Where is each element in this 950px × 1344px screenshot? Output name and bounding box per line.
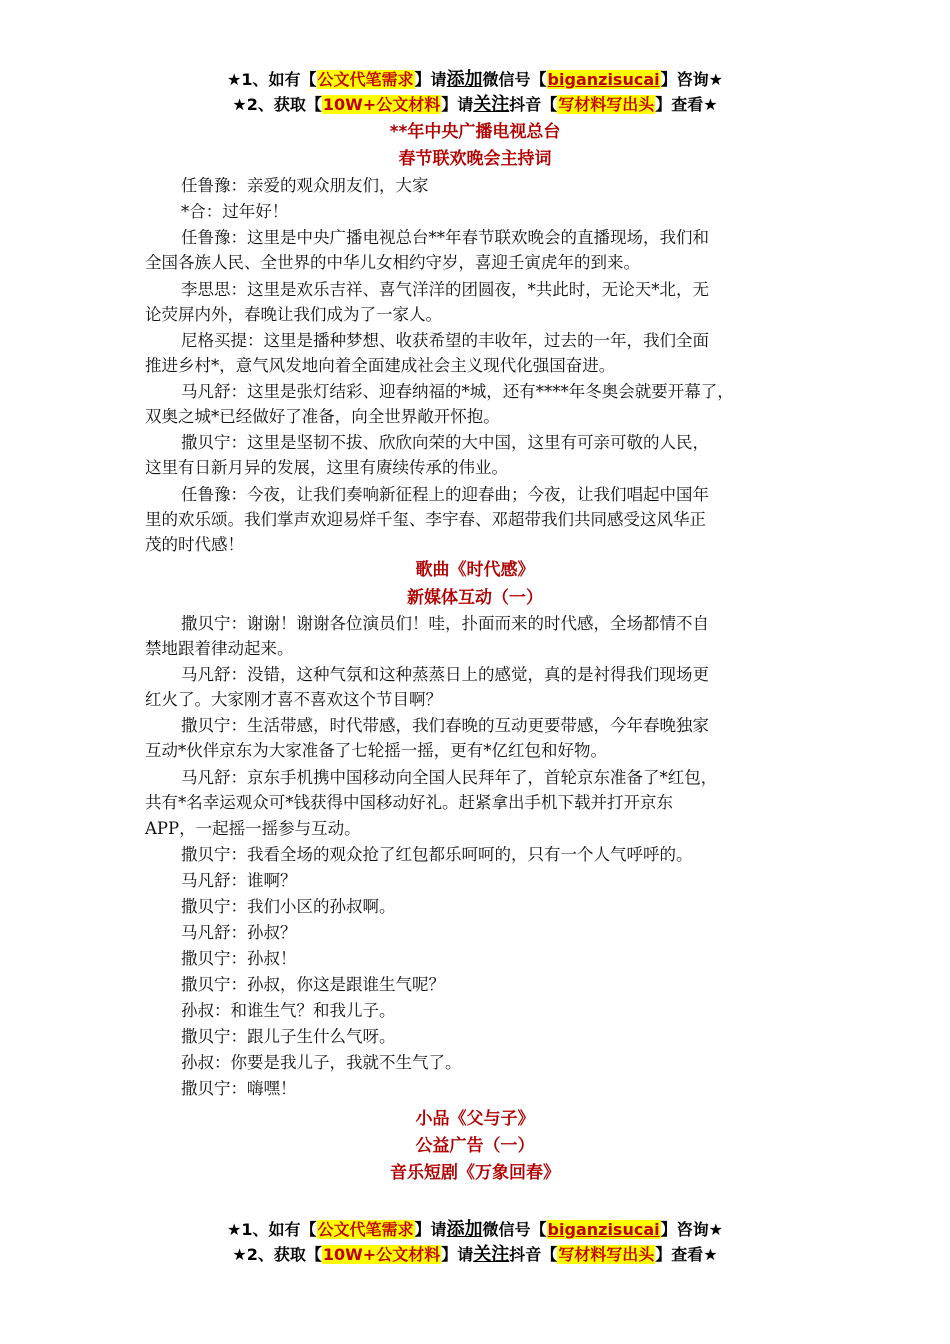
program-heading-media: 新媒体互动（一）: [407, 588, 543, 608]
script-line: 马凡舒：这里是张灯结彩、迎春纳福的*城，还有****年冬奥会就要开幕了，: [181, 382, 734, 401]
promo-banner-line-2-bottom: ★2、获取【10W+公文材料】请关注抖音【写材料写出头】查看★: [232, 1244, 718, 1265]
highlight-ghostwriting: 公文代笔需求: [317, 1220, 414, 1239]
script-line: 里的欢乐颂。我们掌声欢迎易烊千玺、李宇春、邓超带我们共同感受这风华正: [145, 510, 706, 529]
program-heading-sketch: 小品《父与子》: [415, 1109, 535, 1129]
script-line: 撒贝宁：谢谢！谢谢各位演员们！哇，扑面而来的时代感，全场都情不自: [181, 614, 709, 633]
highlight-douyin: 写材料写出头: [558, 95, 655, 114]
script-line: 李思思：这里是欢乐吉祥、喜气洋洋的团圆夜，*共此时，无论天*北，无: [181, 280, 709, 299]
script-line: 共有*名幸运观众可*钱获得中国移动好礼。赶紧拿出手机下载并打开京东: [145, 793, 673, 812]
script-line: 撒贝宁：我们小区的孙叔啊。: [181, 897, 396, 916]
program-heading-song: 歌曲《时代感》: [415, 560, 535, 580]
highlight-wechat-id: biganzisucai: [547, 1220, 660, 1239]
script-line: 马凡舒：孙叔？: [181, 923, 297, 942]
script-line: 论荧屏内外，春晚让我们成为了一家人。: [145, 305, 442, 324]
script-line: 推进乡村*，意气风发地向着全面建成社会主义现代化强国奋进。: [145, 356, 616, 375]
highlight-douyin: 写材料写出头: [558, 1245, 655, 1264]
script-line: 撒贝宁：生活带感，时代带感，我们春晚的互动更要带感，今年春晚独家: [181, 716, 709, 735]
script-line: 任鲁豫：今夜，让我们奏响新征程上的迎春曲；今夜，让我们唱起中国年: [181, 485, 709, 504]
script-line: *合：过年好！: [181, 202, 289, 221]
script-line: 撒贝宁：跟儿子生什么气呀。: [181, 1027, 396, 1046]
script-line: 禁地跟着律动起来。: [145, 639, 294, 658]
script-line: 撒贝宁：嗨嘿！: [181, 1079, 297, 1098]
script-line: 马凡舒：京东手机携中国移动向全国人民拜年了，首轮京东准备了*红包，: [181, 768, 718, 787]
promo-banner-line-2: ★2、获取【10W+公文材料】请关注抖音【写材料写出头】查看★: [232, 94, 718, 115]
script-line: 互动*伙伴京东为大家准备了七轮摇一摇，更有*亿红包和好物。: [145, 741, 607, 760]
script-line: 撒贝宁：这里是坚韧不拔、欣欣向荣的大中国，这里有可亲可敬的人民，: [181, 433, 709, 452]
highlight-wechat-id: biganzisucai: [547, 70, 660, 89]
script-line: 尼格买提：这里是播种梦想、收获希望的丰收年，过去的一年，我们全面: [181, 331, 709, 350]
script-line: 孙叔：你要是我儿子，我就不生气了。: [181, 1053, 462, 1072]
promo-banner-line-1-bottom: ★1、如有【公文代笔需求】请添加微信号【biganzisucai】咨询★: [227, 1219, 723, 1240]
document-title-line-1: **年中央广播电视总台: [389, 122, 561, 142]
document-title-line-2: 春节联欢晚会主持词: [398, 149, 552, 169]
script-line: 红火了。大家刚才喜不喜欢这个节目啊？: [145, 690, 442, 709]
script-line: 任鲁豫：这里是中央广播电视总台**年春节联欢晚会的直播现场，我们和: [181, 228, 709, 247]
program-heading-musical: 音乐短剧《万象回春》: [390, 1163, 560, 1183]
script-line: APP，一起摇一摇参与互动。: [145, 819, 361, 838]
script-line: 马凡舒：谁啊？: [181, 871, 297, 890]
script-line: 全国各族人民、全世界的中华儿女相约守岁，喜迎壬寅虎年的到来。: [145, 253, 640, 272]
script-line: 茂的时代感！: [145, 535, 244, 554]
script-line: 双奥之城*已经做好了准备，向全世界敞开怀抱。: [145, 407, 500, 426]
highlight-materials: 10W+公文材料: [322, 1245, 441, 1264]
script-line: 任鲁豫：亲爱的观众朋友们，大家: [181, 176, 429, 195]
script-line: 撒贝宁：孙叔！: [181, 949, 297, 968]
promo-banner-line-1: ★1、如有【公文代笔需求】请添加微信号【biganzisucai】咨询★: [227, 69, 723, 90]
highlight-ghostwriting: 公文代笔需求: [317, 70, 414, 89]
script-line: 马凡舒：没错，这种气氛和这种蒸蒸日上的感觉，真的是衬得我们现场更: [181, 665, 709, 684]
program-heading-ad: 公益广告（一）: [415, 1136, 535, 1156]
script-line: 这里有日新月异的发展，这里有赓续传承的伟业。: [145, 458, 508, 477]
script-line: 撒贝宁：孙叔，你这是跟谁生气呢？: [181, 975, 445, 994]
script-line: 孙叔：和谁生气？和我儿子。: [181, 1001, 396, 1020]
highlight-materials: 10W+公文材料: [322, 95, 441, 114]
script-line: 撒贝宁：我看全场的观众抢了红包都乐呵呵的，只有一个人气呼呼的。: [181, 845, 693, 864]
